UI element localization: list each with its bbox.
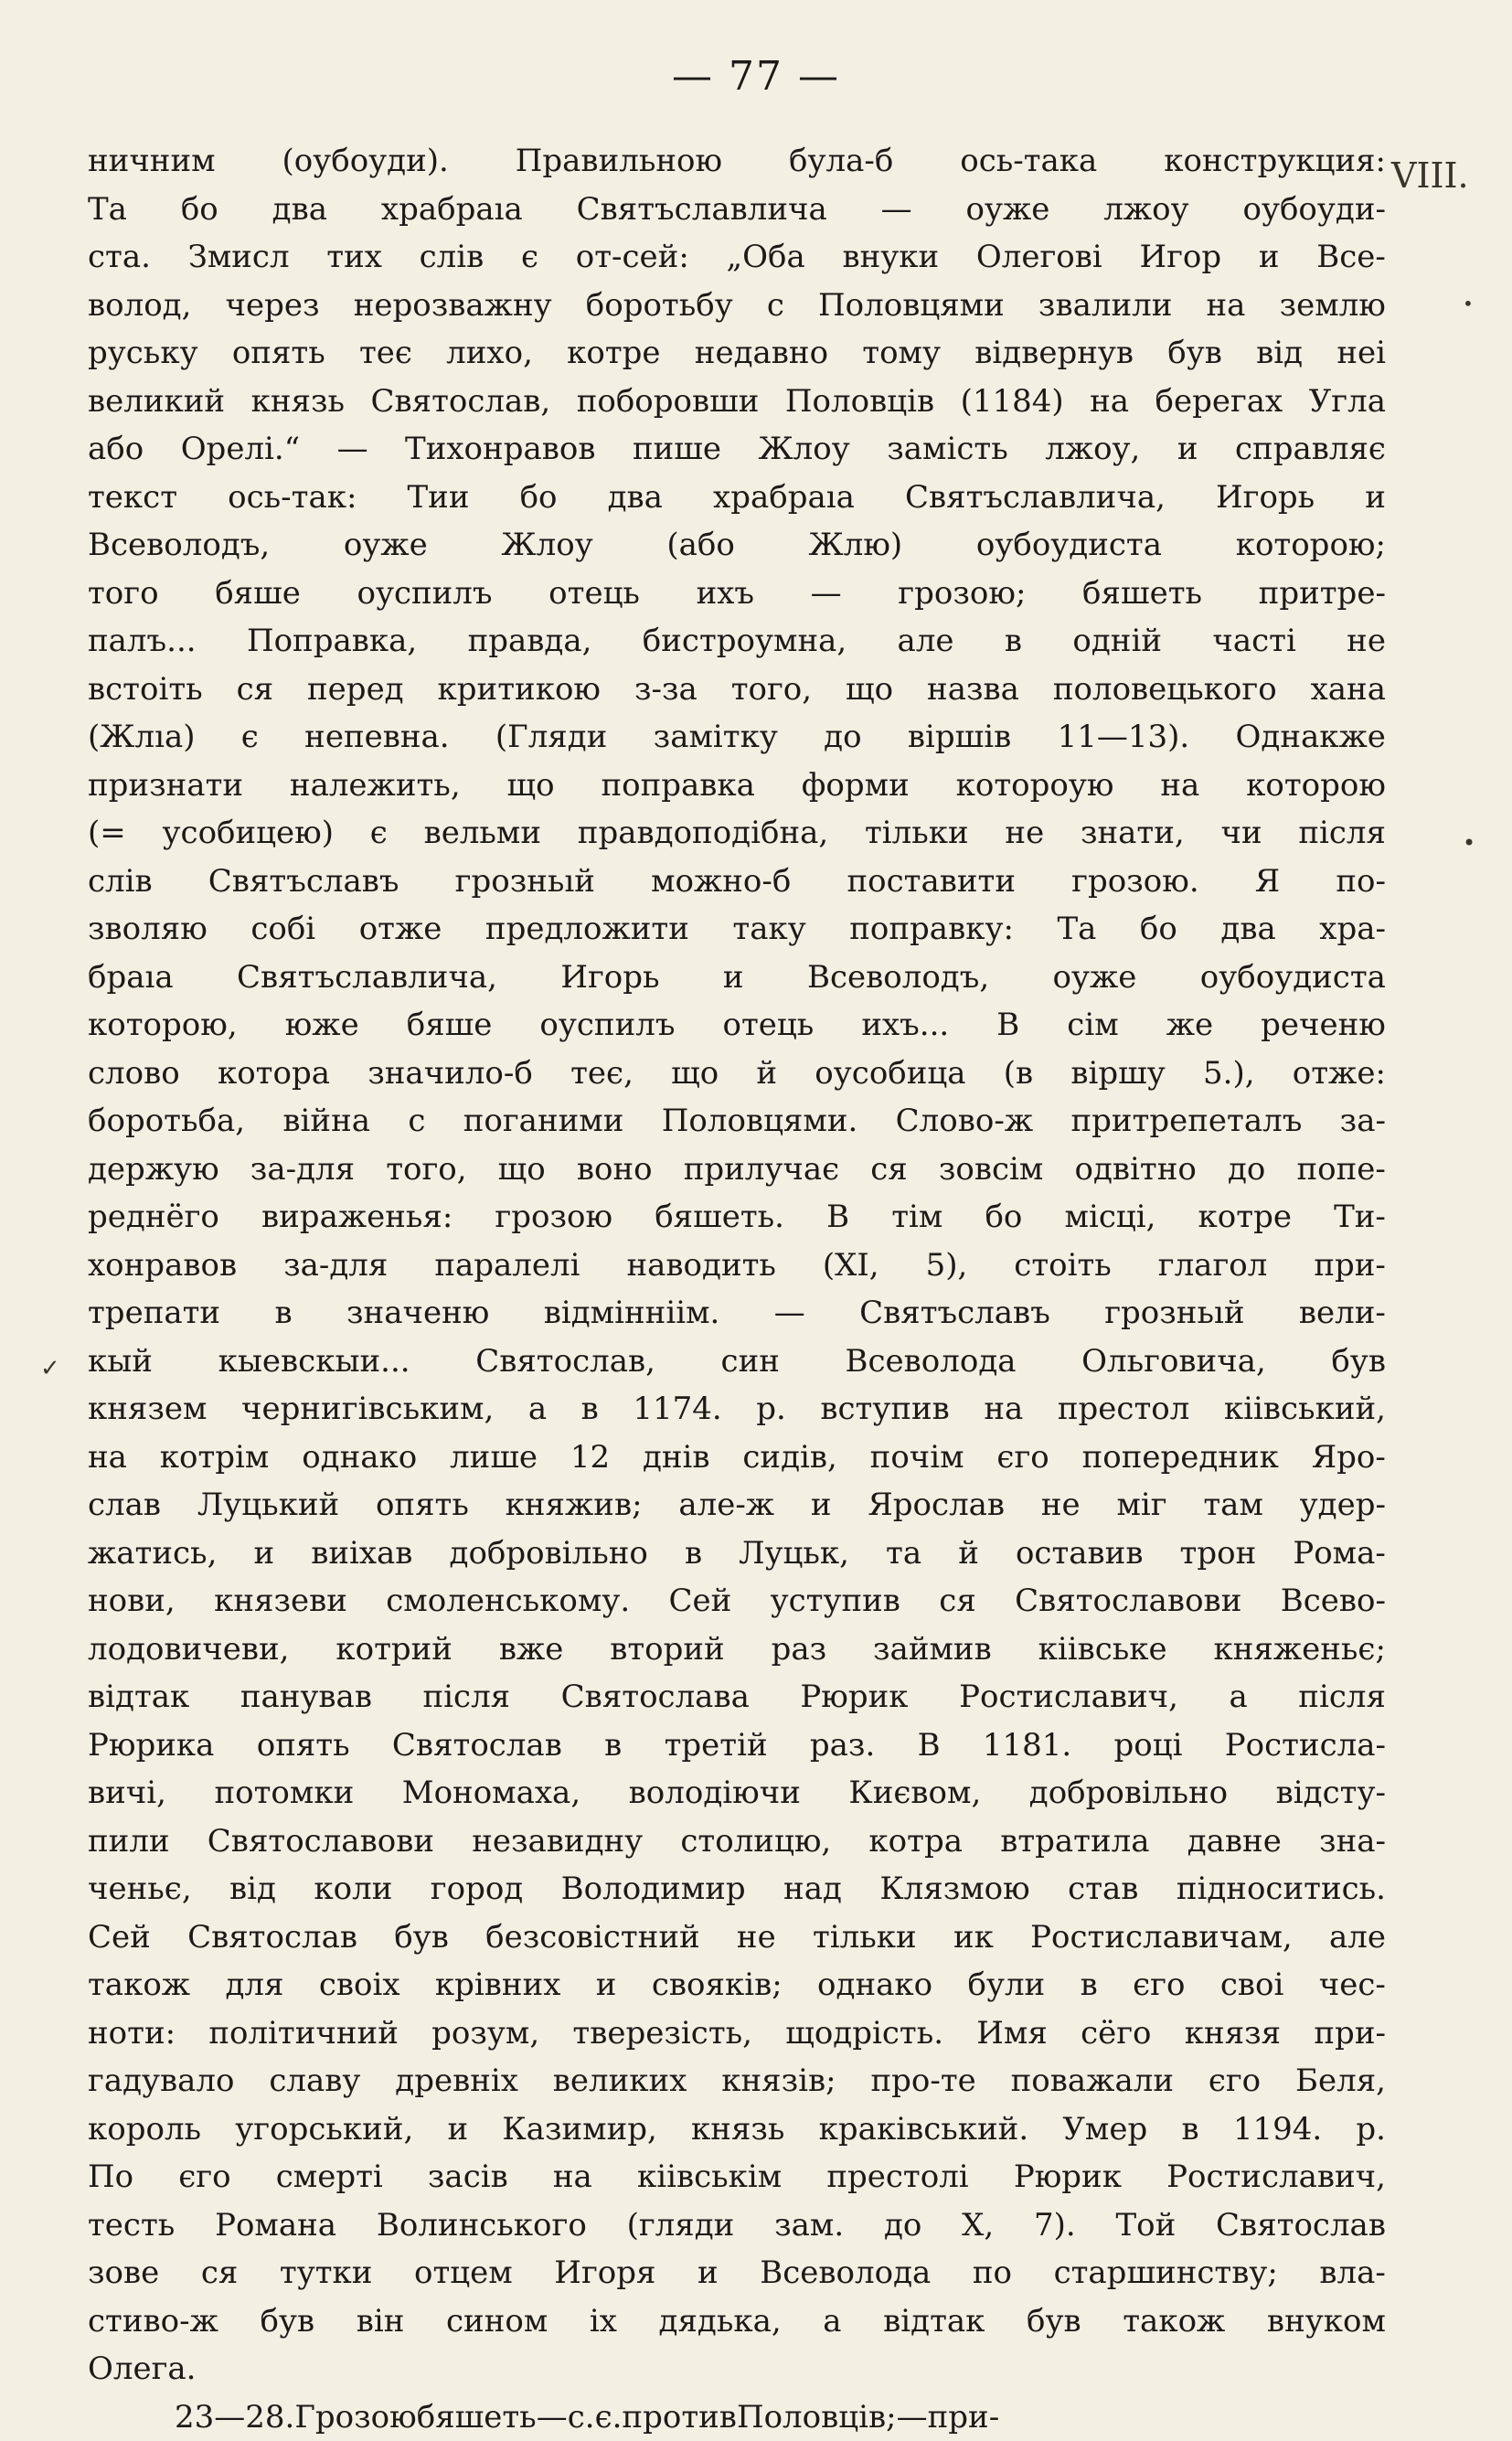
text-line: 23—28. Грозою бяшеть — с. є. против Половців; — при- bbox=[88, 2393, 1386, 2441]
text-line: жатись, и виіхав добровільно в Луцьк, та й оставив трон Рома- bbox=[88, 1530, 1386, 1578]
text-line: також для своіх крівних и свояків; однако були в єго своі чес- bbox=[88, 1961, 1386, 2009]
text-line: палъ... Поправка, правда, бистроумна, але в одній часті не bbox=[88, 617, 1386, 666]
text-line: Та бо два храбраıа Святъславлича — оуже лжоу оубоуди- bbox=[88, 186, 1386, 234]
text-line: того бяше оуспилъ отець ихъ — грозою; бяшеть притре- bbox=[88, 570, 1386, 618]
text-line: признати належить, що поправка форми котороую на которою bbox=[88, 762, 1386, 810]
text-line: Сей Святослав був безсовістний не тільки ик Ростиславичам, але bbox=[88, 1913, 1386, 1962]
margin-check-mark: ✓ bbox=[40, 1355, 60, 1382]
text-line: зове ся тутки отцем Игоря и Всеволода по старшинству; вла- bbox=[88, 2249, 1386, 2297]
margin-dot-mark: • bbox=[1463, 293, 1474, 314]
text-line: Олега. bbox=[88, 2345, 1386, 2393]
text-line: реднёго вираженья: грозою бяшеть. В тім бо місці, котре Ти- bbox=[88, 1193, 1386, 1242]
text-line: вичі, потомки Мономаха, володіючи Києвом, добровільно відсту- bbox=[88, 1769, 1386, 1817]
text-line: ноти: політичний розум, тверезість, щодрість. Имя сёго князя при- bbox=[88, 2009, 1386, 2058]
margin-dot-mark: • bbox=[1463, 830, 1475, 856]
text-line: князем чернигівським, а в 1174. р. вступив на престол кіівський, bbox=[88, 1385, 1386, 1434]
text-line: кый кыевскыи... Святослав, син Всеволода Ольговича, був bbox=[88, 1338, 1386, 1386]
text-line: трепати в значеню відмінніім. — Святъславъ грозньıй вели- bbox=[88, 1289, 1386, 1338]
text-line: нови, князеви смоленському. Сей уступив ся Святославови Всево- bbox=[88, 1577, 1386, 1626]
text-line: ченьє, від коли город Володимир над Клязмою став підноситись. bbox=[88, 1865, 1386, 1913]
text-line: текст ось-так: Тии бо два храбраıа Святъславлича, Игорь и bbox=[88, 474, 1386, 522]
text-line: браıа Святъславлича, Игорь и Всеволодъ, оуже оубоудиста bbox=[88, 954, 1386, 1002]
text-line: (= усобицею) є вельми правдоподібна, тільки не знати, чи після bbox=[88, 809, 1386, 858]
text-line: відтак панував після Святослава Рюрик Ростиславич, а після bbox=[88, 1673, 1386, 1721]
text-line: тесть Романа Волинського (гляди зам. до X, 7). Той Святослав bbox=[88, 2201, 1386, 2250]
text-line: По єго смерті засів на кіівськім престолі Рюрик Ростиславич, bbox=[88, 2153, 1386, 2201]
text-line: (Жлıа) є непевна. (Гляди замітку до віршів 11—13). Однакже bbox=[88, 713, 1386, 762]
text-line: пили Святославови незавидну столицю, котра втратила давне зна- bbox=[88, 1817, 1386, 1866]
text-line: боротьба, війна с поганими Половцями. Слово-ж притрепеталъ за- bbox=[88, 1097, 1386, 1146]
text-line: слово котора значило-б теє, що й оусобица (в віршу 5.), отже: bbox=[88, 1050, 1386, 1098]
text-line: зволяю собі отже предложити таку поправку: Та бо два хра- bbox=[88, 905, 1386, 954]
text-line: руську опять теє лихо, котре недавно тому відвернув був від неі bbox=[88, 329, 1386, 378]
text-line: ста. Змисл тих слів є от-сей: „Оба внуки Олегові Игор и Все- bbox=[88, 233, 1386, 282]
text-line: которою, юже бяше оуспилъ отець ихъ... В сім же реченю bbox=[88, 1001, 1386, 1050]
text-line: Всеволодъ, оуже Жлоу (або Жлю) оубоудиста которою; bbox=[88, 521, 1386, 570]
body-text bbox=[88, 137, 1386, 2441]
text-line: встоіть ся перед критикою з-за того, що назва половецького хана bbox=[88, 666, 1386, 714]
page-number: — 77 — bbox=[0, 53, 1512, 100]
text-line: слав Луцький опять княжив; але-ж и Ярослав не міг там удер- bbox=[88, 1481, 1386, 1530]
text-line: або Орелі.“ — Тихонравов пише Жлоу замість лжоу, и справляє bbox=[88, 425, 1386, 474]
text-line: великий князь Святослав, поборовши Половців (1184) на берегах Угла bbox=[88, 378, 1386, 426]
text-line: гадувало славу древніх великих князів; про-те поважали єго Беля, bbox=[88, 2057, 1386, 2105]
section-marker: VIII. bbox=[1391, 155, 1469, 196]
text-line: волод, через нерозважну боротьбу с Половцями звалили на землю bbox=[88, 282, 1386, 330]
text-line: король угорський, и Казимир, князь краківський. Умер в 1194. р. bbox=[88, 2105, 1386, 2154]
text-line: ничним (оубоуди). Правильною була-б ось-така конструкция: bbox=[88, 137, 1386, 186]
text-line: лодовичеви, котрий вже вторий раз займив кіівське княженьє; bbox=[88, 1626, 1386, 1674]
text-line: держую за-для того, що воно прилучає ся зовсім одвітно до попе- bbox=[88, 1146, 1386, 1194]
text-line: на котрім однако лише 12 днів сидів, почім єго попередник Яро- bbox=[88, 1434, 1386, 1482]
text-line: слів Святъславъ грозньıй можно-б поставити грозою. Я по- bbox=[88, 858, 1386, 906]
text-line: Рюрика опять Святослав в третій раз. В 1181. році Ростисла- bbox=[88, 1721, 1386, 1770]
text-line: стиво-ж був він сином іх дядька, а відтак був також внуком bbox=[88, 2297, 1386, 2346]
text-line: хонравов за-для паралелі наводить (XI, 5), стоіть глагол при- bbox=[88, 1242, 1386, 1290]
